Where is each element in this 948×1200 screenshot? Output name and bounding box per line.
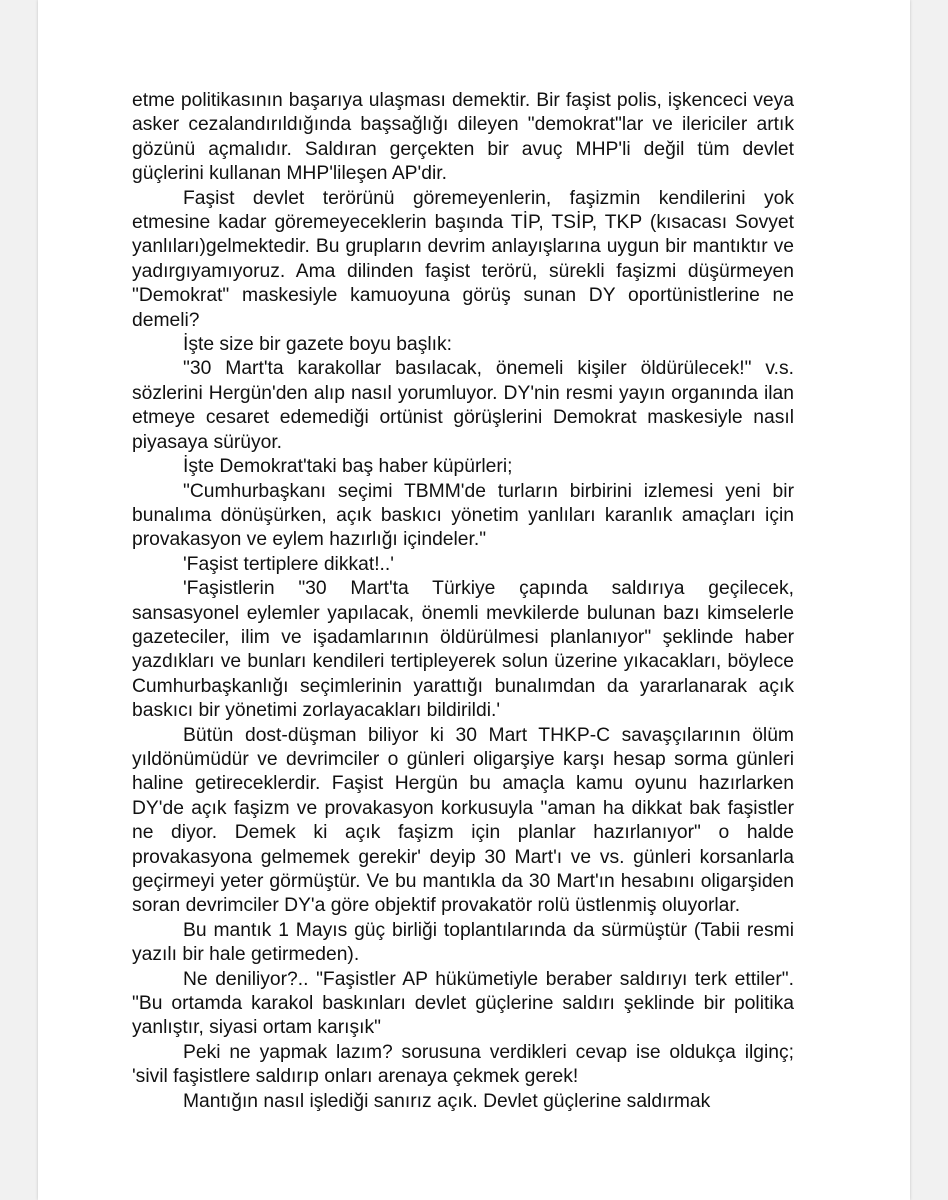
paragraph: İşte size bir gazete boyu başlık: [183,334,453,356]
document-page [38,0,910,1200]
paragraph: Ne deniliyor?.. "Faşistler AP hükümetiyle beraber saldırıyı terk ettiler". "Bu ortamda karakol baskınları devlet güçlerine saldırı şeklinde bir politika yanlıştır, siyasi ortam karışık" [132,968,794,1039]
headline-quote: 'Faşist tertiplere dikkat!..' [183,553,394,575]
quote-paragraph: "30 Mart'ta karakollar basılacak, önemeli kişiler öldürülecek!" v.s. sözlerini Hergün'den alıp nasıl yorumluyor. DY'nin resmi yayın organında ilan etmeye cesaret edemediği ortünist görüşlerini Demokrat maskesiyle nasıl piyasaya sürüyor. [132,358,794,453]
quote-paragraph: 'Faşistlerin "30 Mart'ta Türkiye çapında saldırıya geçilecek, sansasyonel eylemler yapılacak, önemli mevkilerde bulunan bazı kimselerle gazeteciler, ilim ve işadamlarının öldürülmesi planlanıyor" şeklinde haber yazdıkları ve bunları kendileri tertipleyerek solun üzerine yıkacakları, böylece Cumhurbaşkanlığı seçimlerinin yarattığı bunalımdan da yararlanarak açık baskıcı bir yönetimi zorlayacakları bildirildi.' [132,578,794,722]
paragraph: Bütün dost-düşman biliyor ki 30 Mart THKP-C savaşçılarının ölüm yıldönümüdür ve devrimciler o günleri oligarşiye karşı hesap sorma günleri haline getireceklerdir. Faşist Hergün bu amaçla kamu oyunu hazırlarken DY'de açık faşizm ve provakasyon korkusuyla "aman ha dikkat bak faşistler ne diyor. Demek ki açık faşizm için planlar hazırlanıyor" o halde provakasyona gelmemek gerekir' deyip 30 Mart'ı ve vs. günleri korsanlarla geçirmeyi yeter görmüştür. Ve bu mantıkla da 30 Mart'ın hesabını oligarşiden soran devrimciler DY'a göre objektif provakatör rolü üstlenmiş oluyorlar. [132,724,794,917]
paragraph: Peki ne yapmak lazım? sorusuna verdikleri cevap ise oldukça ilginç; 'sivil faşistlere saldırıp onları arenaya çekmek gerek! [132,1041,794,1088]
quote-paragraph: "Cumhurbaşkanı seçimi TBMM'de turların birbirini izlemesi yeni bir bunalıma dönüşürken, açık baskıcı yönetim yanlıları karanlık amaçları için provakasyon ve eylem hazırlığı içindeler." [132,480,794,551]
article-body [132,89,794,1114]
paragraph: Faşist devlet terörünü göremeyenlerin, faşizmin kendilerini yok etmesine kadar göremeyeceklerin başında TİP, TSİP, TKP (kısacası Sovyet yanlıları)gelmektedir. Bu grupların devrim anlayışlarına uygun bir mantıktır ve yadırgıyamıyoruz. Ama dilinden faşist terörü, sürekli faşizmi düşürmeyen "Demokrat" maskesiyle kamuoyuna görüş sunan DY oportünistlerine ne demeli? [132,187,794,331]
paragraph: etme politikasının başarıya ulaşması demektir. Bir faşist polis, işkenceci veya asker cezalandırıldığında başsağlığı dileyen "demokrat"lar ve ilericiler artık gözünü açmalıdır. Saldıran gerçekten bir avuç MHP'li değil tüm devlet güçlerini kullanan MHP'lileşen AP'dir. [132,90,794,185]
paragraph: Bu mantık 1 Mayıs güç birliği toplantılarında da sürmüştür (Tabii resmi yazılı bir hale getirmeden). [132,919,794,966]
paragraph: Mantığın nasıl işlediği sanırız açık. Devlet güçlerine saldırmak [183,1090,711,1112]
paragraph: İşte Demokrat'taki baş haber küpürleri; [183,456,513,478]
